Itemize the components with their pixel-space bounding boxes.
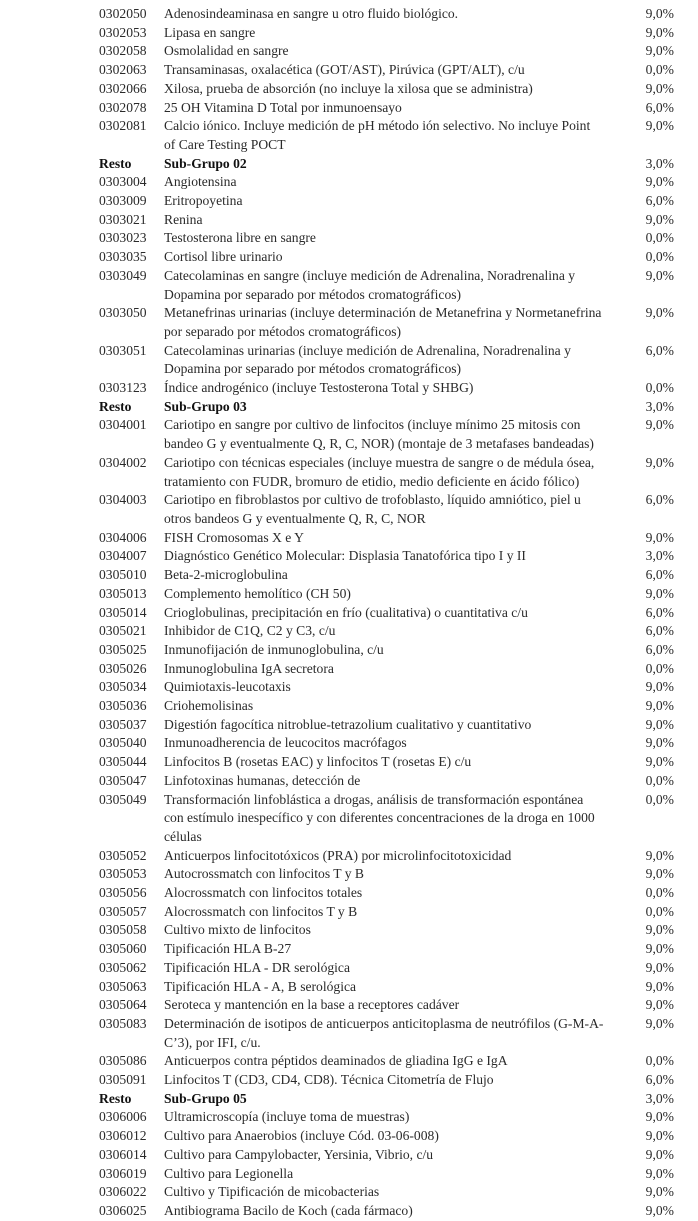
description-cell: Linfocitos B (rosetas EAC) y linfocitos T (rosetas E) c/u	[164, 754, 472, 770]
percentage-cell: 9,0%	[645, 267, 674, 283]
code-cell: 0305049	[99, 791, 147, 807]
code-cell: 0305037	[99, 716, 147, 732]
description-cell: Cultivo para Campylobacter, Yersinia, Vibrio, c/u	[164, 1146, 434, 1162]
description-cell: Inhibidor de C1Q, C2 y C3, c/u	[164, 623, 336, 639]
description-cell: Cultivo mixto de linfocitos	[164, 922, 311, 938]
code-cell: 0306022	[99, 1184, 147, 1200]
code-cell: 0306006	[99, 1109, 147, 1125]
code-cell: 0305060	[99, 941, 147, 957]
table-row	[99, 211, 674, 230]
code-cell: 0305025	[99, 641, 147, 657]
table-row	[99, 173, 674, 192]
code-cell: 0305047	[99, 772, 147, 788]
description-cell: Inmunoadherencia de leucocitos macrófagos	[164, 735, 407, 751]
percentage-cell: 9,0%	[645, 1203, 674, 1218]
table-row	[99, 529, 674, 548]
description-cell: Transaminasas, oxalacética (GOT/AST), Pirúvica (GPT/ALT), c/u	[164, 62, 525, 78]
code-cell: 0305058	[99, 922, 147, 938]
table-row	[99, 921, 674, 940]
code-cell: 0305064	[99, 997, 147, 1013]
table-row	[99, 978, 674, 997]
table-row	[99, 547, 674, 566]
percentage-cell: 9,0%	[645, 585, 674, 601]
code-cell: 0305052	[99, 847, 147, 863]
table-row	[99, 61, 674, 80]
description-cell: Quimiotaxis-leucotaxis	[164, 679, 291, 695]
percentage-cell: 0,0%	[645, 660, 674, 676]
table-row	[99, 1127, 674, 1146]
code-cell: Resto	[99, 398, 132, 414]
description-cell: Cultivo para Anaerobios (incluye Cód. 03-06-008)	[164, 1128, 439, 1144]
percentage-cell: 0,0%	[645, 903, 674, 919]
table-row	[99, 304, 674, 341]
percentage-cell: 9,0%	[645, 847, 674, 863]
code-cell: 0304007	[99, 548, 147, 564]
percentage-cell: 9,0%	[645, 1146, 674, 1162]
percentage-cell: 0,0%	[645, 791, 674, 807]
percentage-cell: 6,0%	[645, 193, 674, 209]
percentage-cell: 9,0%	[645, 1165, 674, 1181]
subgroup-row	[99, 1090, 674, 1109]
percentage-cell: 9,0%	[645, 959, 674, 975]
percentage-cell: 6,0%	[645, 604, 674, 620]
code-cell: 0303051	[99, 342, 147, 358]
percentage-cell: 0,0%	[645, 62, 674, 78]
percentage-cell: 9,0%	[645, 716, 674, 732]
description-cell: Tipificación HLA - A, B serológica	[164, 978, 357, 994]
table-row	[99, 716, 674, 735]
description-cell: Cariotipo con técnicas especiales (incluye muestra de sangre o de médula ósea, tratamiento con FUDR, bromuro de etidio, medio deficiente en ácido fólico)	[164, 454, 595, 489]
percentage-cell: 9,0%	[645, 866, 674, 882]
table-row	[99, 117, 674, 154]
description-cell: Cortisol libre urinario	[164, 249, 283, 265]
table-row	[99, 379, 674, 398]
code-cell: 0305034	[99, 679, 147, 695]
table-row	[99, 416, 674, 453]
subgroup-row	[99, 155, 674, 174]
percentage-cell: 6,0%	[645, 492, 674, 508]
description-cell: Alocrossmatch con linfocitos totales	[164, 885, 363, 901]
percentage-cell: 9,0%	[645, 941, 674, 957]
percentage-cell: 6,0%	[645, 567, 674, 583]
code-cell: 0303021	[99, 211, 147, 227]
table-row	[99, 342, 674, 379]
percentage-cell: 6,0%	[645, 1072, 674, 1088]
description-cell: Sub-Grupo 02	[164, 155, 247, 171]
table-row	[99, 1165, 674, 1184]
code-cell: 0304002	[99, 454, 147, 470]
description-cell: Testosterona libre en sangre	[164, 230, 316, 246]
fee-table	[99, 5, 674, 1221]
description-cell: Autocrossmatch con linfocitos T y B	[164, 866, 364, 882]
table-row	[99, 753, 674, 772]
table-row	[99, 267, 674, 304]
percentage-cell: 9,0%	[645, 417, 674, 433]
description-cell: Digestión fagocítica nitroblue-tetrazolium cualitativo y cuantitativo	[164, 716, 532, 732]
table-row	[99, 80, 674, 99]
percentage-cell: 3,0%	[645, 548, 674, 564]
percentage-cell: 0,0%	[645, 230, 674, 246]
code-cell: 0305010	[99, 567, 147, 583]
table-row	[99, 566, 674, 585]
description-cell: Xilosa, prueba de absorción (no incluye la xilosa que se administra)	[164, 80, 533, 96]
table-row	[99, 996, 674, 1015]
description-cell: Ultramicroscopía (incluye toma de muestras)	[164, 1109, 410, 1125]
description-cell: Tipificación HLA B-27	[164, 941, 292, 957]
table-row	[99, 1108, 674, 1127]
description-cell: Osmolalidad en sangre	[164, 43, 289, 59]
code-cell: 0306019	[99, 1165, 147, 1181]
code-cell: 0305014	[99, 604, 147, 620]
table-row	[99, 772, 674, 791]
table-row	[99, 903, 674, 922]
description-cell: 25 OH Vitamina D Total por inmunoensayo	[164, 99, 402, 115]
percentage-cell: 3,0%	[645, 155, 674, 171]
code-cell: 0302066	[99, 80, 147, 96]
percentage-cell: 9,0%	[645, 80, 674, 96]
percentage-cell: 9,0%	[645, 6, 674, 21]
percentage-cell: 6,0%	[645, 641, 674, 657]
percentage-cell: 0,0%	[645, 380, 674, 396]
table-row	[99, 491, 674, 528]
table-row	[99, 940, 674, 959]
description-cell: FISH Cromosomas X e Y	[164, 529, 304, 545]
description-cell: Catecolaminas urinarias (incluye medición de Adrenalina, Noradrenalina y Dopamina por separado por métodos cromatográficos)	[164, 342, 571, 377]
description-cell: Índice androgénico (incluye Testosterona Total y SHBG)	[164, 380, 474, 396]
description-cell: Eritropoyetina	[164, 193, 243, 209]
table-row	[99, 959, 674, 978]
code-cell: 0305021	[99, 623, 147, 639]
percentage-cell: 0,0%	[645, 885, 674, 901]
percentage-cell: 3,0%	[645, 1090, 674, 1106]
percentage-cell: 3,0%	[645, 398, 674, 414]
table-row	[99, 791, 674, 847]
description-cell: Inmunoglobulina IgA secretora	[164, 660, 334, 676]
table-row	[99, 1015, 674, 1052]
table-row	[99, 248, 674, 267]
code-cell: 0305056	[99, 885, 147, 901]
description-cell: Antibiograma Bacilo de Koch (cada fármaco)	[164, 1203, 413, 1218]
percentage-cell: 9,0%	[645, 754, 674, 770]
code-cell: Resto	[99, 1090, 132, 1106]
code-cell: 0305091	[99, 1072, 147, 1088]
code-cell: Resto	[99, 155, 132, 171]
percentage-cell: 9,0%	[645, 1184, 674, 1200]
percentage-cell: 9,0%	[645, 118, 674, 134]
table-row	[99, 24, 674, 43]
code-cell: 0304001	[99, 417, 147, 433]
description-cell: Crioglobulinas, precipitación en frío (cualitativa) o cuantitativa c/u	[164, 604, 528, 620]
code-cell: 0302078	[99, 99, 147, 115]
code-cell: 0305063	[99, 978, 147, 994]
table-row	[99, 697, 674, 716]
code-cell: 0303049	[99, 267, 147, 283]
code-cell: 0305057	[99, 903, 147, 919]
table-row	[99, 678, 674, 697]
code-cell: 0306012	[99, 1128, 147, 1144]
code-cell: 0302053	[99, 24, 147, 40]
description-cell: Linfotoxinas humanas, detección de	[164, 772, 361, 788]
percentage-cell: 9,0%	[645, 305, 674, 321]
code-cell: 0305062	[99, 959, 147, 975]
table-row	[99, 1052, 674, 1071]
percentage-cell: 9,0%	[645, 174, 674, 190]
description-cell: Cariotipo en fibroblastos por cultivo de trofoblasto, líquido amniótico, piel u otros bandeos G y eventualmente Q, R, C, NOR	[164, 492, 581, 526]
description-cell: Lipasa en sangre	[164, 24, 256, 40]
description-cell: Metanefrinas urinarias (incluye determinación de Metanefrina y Normetanefrina por separado por métodos cromatográficos)	[164, 305, 602, 339]
description-cell: Alocrossmatch con linfocitos T y B	[164, 903, 358, 919]
code-cell: 0303035	[99, 249, 147, 265]
description-cell: Diagnóstico Genético Molecular: Displasia Tanatofórica tipo I y II	[164, 548, 526, 564]
description-cell: Catecolaminas en sangre (incluye medición de Adrenalina, Noradrenalina y Dopamina por separado por métodos cromatográficos)	[164, 267, 576, 302]
description-cell: Adenosindeaminasa en sangre u otro fluido biológico.	[164, 6, 459, 21]
table-row	[99, 734, 674, 753]
description-cell: Angiotensina	[164, 174, 237, 190]
table-row	[99, 1183, 674, 1202]
table-row	[99, 42, 674, 61]
percentage-cell: 9,0%	[645, 735, 674, 751]
code-cell: 0304003	[99, 492, 147, 508]
percentage-cell: 9,0%	[645, 679, 674, 695]
percentage-cell: 9,0%	[645, 454, 674, 470]
code-cell: 0305026	[99, 660, 147, 676]
percentage-cell: 9,0%	[645, 211, 674, 227]
percentage-cell: 9,0%	[645, 978, 674, 994]
description-cell: Beta-2-microglobulina	[164, 567, 288, 583]
description-cell: Calcio iónico. Incluye medición de pH método ión selectivo. No incluye Point of Care Testing POCT	[164, 118, 591, 152]
code-cell: 0305083	[99, 1015, 147, 1031]
description-cell: Transformación linfoblástica a drogas, análisis de transformación espontánea con estímulo inespecífico y con diferentes concentraciones de la droga en 1000 células	[164, 791, 595, 844]
table-row	[99, 660, 674, 679]
percentage-cell: 6,0%	[645, 623, 674, 639]
subgroup-row	[99, 398, 674, 417]
code-cell: 0305036	[99, 698, 147, 714]
code-cell: 0305086	[99, 1053, 147, 1069]
percentage-cell: 9,0%	[645, 997, 674, 1013]
description-cell: Linfocitos T (CD3, CD4, CD8). Técnica Citometría de Flujo	[164, 1072, 494, 1088]
table-row	[99, 5, 674, 24]
description-cell: Sub-Grupo 05	[164, 1090, 247, 1106]
table-row	[99, 604, 674, 623]
table-row	[99, 1146, 674, 1165]
code-cell: 0304006	[99, 529, 147, 545]
description-cell: Cariotipo en sangre por cultivo de linfocitos (incluye mínimo 25 mitosis con bandeo G y eventualmente Q, R, C, NOR) (montaje de 3 metafases bandeadas)	[164, 417, 594, 452]
description-cell: Inmunofijación de inmunoglobulina, c/u	[164, 641, 384, 657]
percentage-cell: 0,0%	[645, 772, 674, 788]
description-cell: Anticuerpos linfocitotóxicos (PRA) por microlinfocitotoxicidad	[164, 847, 512, 863]
code-cell: 0303009	[99, 193, 147, 209]
table-row	[99, 454, 674, 491]
code-cell: 0306014	[99, 1146, 147, 1162]
description-cell: Renina	[164, 211, 203, 227]
code-cell: 0305040	[99, 735, 147, 751]
code-cell: 0302050	[99, 6, 147, 21]
code-cell: 0305053	[99, 866, 147, 882]
table-row	[99, 884, 674, 903]
percentage-cell: 0,0%	[645, 249, 674, 265]
description-cell: Sub-Grupo 03	[164, 398, 247, 414]
percentage-cell: 9,0%	[645, 529, 674, 545]
table-row	[99, 641, 674, 660]
table-row	[99, 192, 674, 211]
percentage-cell: 9,0%	[645, 1015, 674, 1031]
description-cell: Complemento hemolítico (CH 50)	[164, 585, 351, 601]
description-cell: Tipificación HLA - DR serológica	[164, 959, 351, 975]
percentage-cell: 9,0%	[645, 922, 674, 938]
table-row	[99, 622, 674, 641]
table-row	[99, 229, 674, 248]
code-cell: 0303004	[99, 174, 147, 190]
code-cell: 0305044	[99, 754, 147, 770]
percentage-cell: 0,0%	[645, 1053, 674, 1069]
description-cell: Determinación de isotipos de anticuerpos anticitoplasma de neutrófilos (G-M-A-C’3), por IFI, c/u.	[164, 1015, 604, 1050]
table-row	[99, 1071, 674, 1090]
percentage-cell: 6,0%	[645, 99, 674, 115]
description-cell: Seroteca y mantención en la base a receptores cadáver	[164, 997, 460, 1013]
description-cell: Cultivo y Tipificación de micobacterias	[164, 1184, 380, 1200]
code-cell: 0303050	[99, 305, 147, 321]
description-cell: Anticuerpos contra péptidos deaminados de gliadina IgG e IgA	[164, 1053, 508, 1069]
code-cell: 0303123	[99, 380, 147, 396]
percentage-cell: 9,0%	[645, 1109, 674, 1125]
percentage-cell: 9,0%	[645, 24, 674, 40]
code-cell: 0302081	[99, 118, 147, 134]
code-cell: 0302058	[99, 43, 147, 59]
percentage-cell: 6,0%	[645, 342, 674, 358]
table-row	[99, 847, 674, 866]
table-row	[99, 99, 674, 118]
code-cell: 0302063	[99, 62, 147, 78]
code-cell: 0305013	[99, 585, 147, 601]
table-row	[99, 585, 674, 604]
table-row	[99, 865, 674, 884]
percentage-cell: 9,0%	[645, 698, 674, 714]
percentage-cell: 9,0%	[645, 43, 674, 59]
percentage-cell: 9,0%	[645, 1128, 674, 1144]
code-cell: 0303023	[99, 230, 147, 246]
description-cell: Cultivo para Legionella	[164, 1165, 294, 1181]
description-cell: Criohemolisinas	[164, 698, 254, 714]
code-cell: 0306025	[99, 1203, 147, 1218]
